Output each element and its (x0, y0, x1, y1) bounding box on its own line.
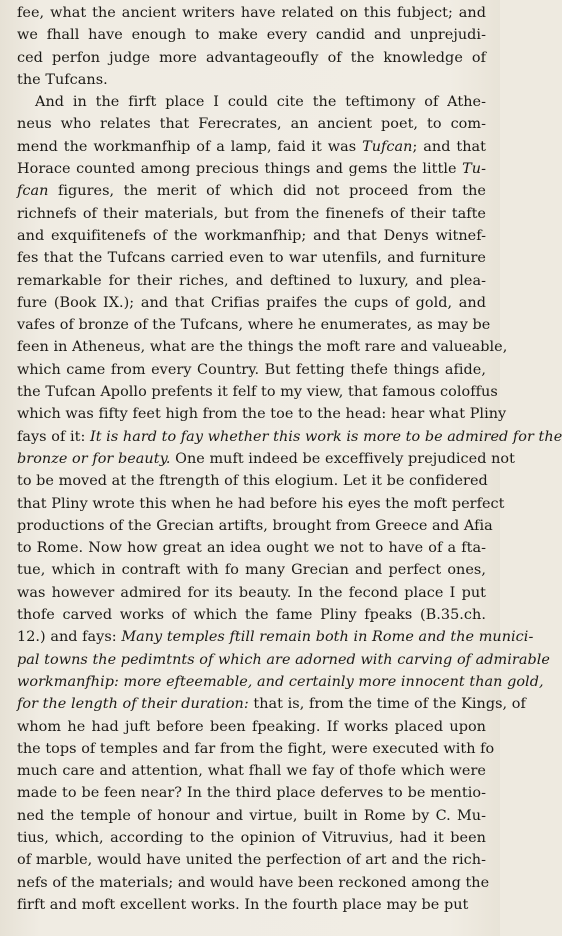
text-segment: the tops of temples and far from the fight, were executed with fo (17, 740, 495, 757)
text-line (17, 314, 491, 336)
italic-text: workmanfhip: more efteemable, and certainly more innocent than gold, (17, 673, 544, 690)
text-line (17, 91, 486, 113)
text-segment: was however admired for its beauty. In the fecond place I put (17, 584, 486, 601)
text-segment: ned the temple of honour and virtue, built in Rome by C. Mu- (17, 807, 486, 824)
italic-text: It is hard to fay whether this work is more to be admired for the (89, 428, 562, 445)
text-segment: And in the firft place I could cite the teftimony of Athe- (35, 94, 486, 111)
text-segment: tius, which, according to the opinion of Vitruvius, had it been (17, 829, 486, 846)
text-segment: fure (Book IX.); and that Crifias praifes the cups of gold, and (17, 294, 486, 311)
text-segment: which came from every Country. But fetting thefe things afide, (17, 361, 486, 378)
text-segment: the Tufcans. (17, 71, 108, 88)
text-segment: ced perfon judge more advantageoufly of the knowledge of (17, 49, 486, 66)
text-segment: figures, the merit of which did not proceed from the (48, 183, 486, 200)
text-line (17, 448, 515, 470)
text-segment: 12.) and fays: (17, 629, 122, 646)
text-segment: fes that the Tufcans carried even to war utenfils, and furniture (17, 250, 486, 267)
text-segment: that is, from the time of the Kings, of (248, 696, 526, 713)
paragraph (17, 91, 562, 916)
text-segment: made to be feen near? In the third place deferves to be mentio- (17, 785, 486, 802)
italic-text: for the length of their duration: (17, 696, 249, 713)
text-segment: tue, which in contraft with fo many Grecian and perfect ones, (17, 562, 486, 579)
text-line (17, 649, 550, 671)
text-line (17, 493, 505, 515)
text-segment: mend the workmanfhip of a lamp, faid it was (17, 138, 363, 155)
text-line (17, 381, 498, 403)
text-line (17, 292, 486, 314)
text-segment: vafes of bronze of the Tufcans, where he enumerates, as may be (17, 317, 491, 334)
text-segment: Horace counted among precious things and gems the little (17, 161, 463, 178)
text-line (17, 225, 486, 247)
text-segment: much care and attention, what fhall we fay of thofe which were (17, 763, 486, 780)
text-line (17, 158, 486, 180)
italic-text: Tu- (462, 161, 486, 178)
text-line (17, 805, 486, 827)
text-line (17, 626, 534, 648)
italic-text: fcan (17, 183, 49, 200)
text-line (17, 2, 486, 24)
text-line (17, 782, 486, 804)
text-segment: the Tufcan Apollo prefents it felf to my view, that famous coloffus (17, 384, 498, 401)
text-line (17, 537, 486, 559)
text-line (17, 738, 495, 760)
text-line (17, 270, 486, 292)
text-line (17, 426, 562, 448)
text-line (17, 47, 486, 69)
italic-text: Many temples ftill remain both in Rome and the munici- (121, 629, 534, 646)
text-line (17, 403, 507, 425)
text-segment: of marble, would have united the perfection of art and the rich- (17, 852, 486, 869)
text-segment: which was fifty feet high from the toe to the head: hear what Pliny (17, 406, 507, 423)
text-line (17, 136, 486, 158)
text-line (17, 470, 486, 492)
text-line (17, 671, 544, 693)
text-line (17, 336, 508, 358)
text-line (17, 872, 490, 894)
text-line (17, 827, 486, 849)
text-segment: productions of the Grecian artifts, brought from Greece and Afia (17, 517, 493, 534)
text-segment: remarkable for their riches, and deftined to luxury, and plea- (17, 272, 486, 289)
text-line (17, 203, 486, 225)
text-line (17, 113, 486, 135)
text-line (17, 894, 486, 916)
text-line (17, 24, 486, 46)
text-segment: feen in Atheneus, what are the things the moft rare and valueable, (17, 339, 508, 356)
page-text-body (17, 2, 562, 916)
italic-text: bronze or for beauty. (17, 450, 171, 467)
text-line (17, 760, 486, 782)
text-line (17, 693, 526, 715)
text-segment: whom he had juft before been fpeaking. If works placed upon (17, 718, 486, 735)
text-line (17, 69, 486, 91)
text-segment: to be moved at the ftrength of this elogium. Let it be confidered (17, 473, 488, 490)
paragraph (17, 2, 486, 91)
text-segment: fee, what the ancient writers have related on this fubject; and (17, 5, 486, 21)
text-segment: nefs of the materials; and would have been reckoned among the (17, 874, 490, 891)
text-segment: that Pliny wrote this when he had before his eyes the moft perfect (17, 495, 505, 512)
text-line (17, 247, 486, 269)
text-segment: fays of it: (17, 428, 90, 445)
text-segment: One muft indeed be exceffively prejudiced not (170, 450, 515, 467)
text-segment: firft and moft excellent works. In the fourth place may be put (17, 896, 469, 913)
text-line (17, 359, 486, 381)
text-segment: thofe carved works of which the fame Pliny fpeaks (B.35.ch. (17, 607, 486, 624)
text-segment: neus who relates that Ferecrates, an ancient poet, to com- (17, 116, 486, 133)
italic-text: Tufcan (362, 138, 413, 155)
text-line (17, 849, 486, 871)
text-line (17, 582, 486, 604)
text-line (17, 515, 493, 537)
text-segment: richnefs of their materials, but from the finenefs of their tafte (17, 205, 486, 222)
text-line (17, 604, 486, 626)
text-segment: ; and that (412, 138, 486, 155)
text-line (17, 180, 486, 202)
text-line (17, 559, 486, 581)
text-segment: to Rome. Now how great an idea ought we not to have of a fta- (17, 540, 486, 557)
italic-text: pal towns the pedimtnts of which are adorned with carving of admirable (17, 651, 550, 668)
text-line (17, 716, 486, 738)
text-segment: we fhall have enough to make every candid and unprejudi- (17, 27, 486, 44)
text-segment: and exquifitenefs of the workmanfhip; and that Denys witnef- (17, 227, 486, 244)
